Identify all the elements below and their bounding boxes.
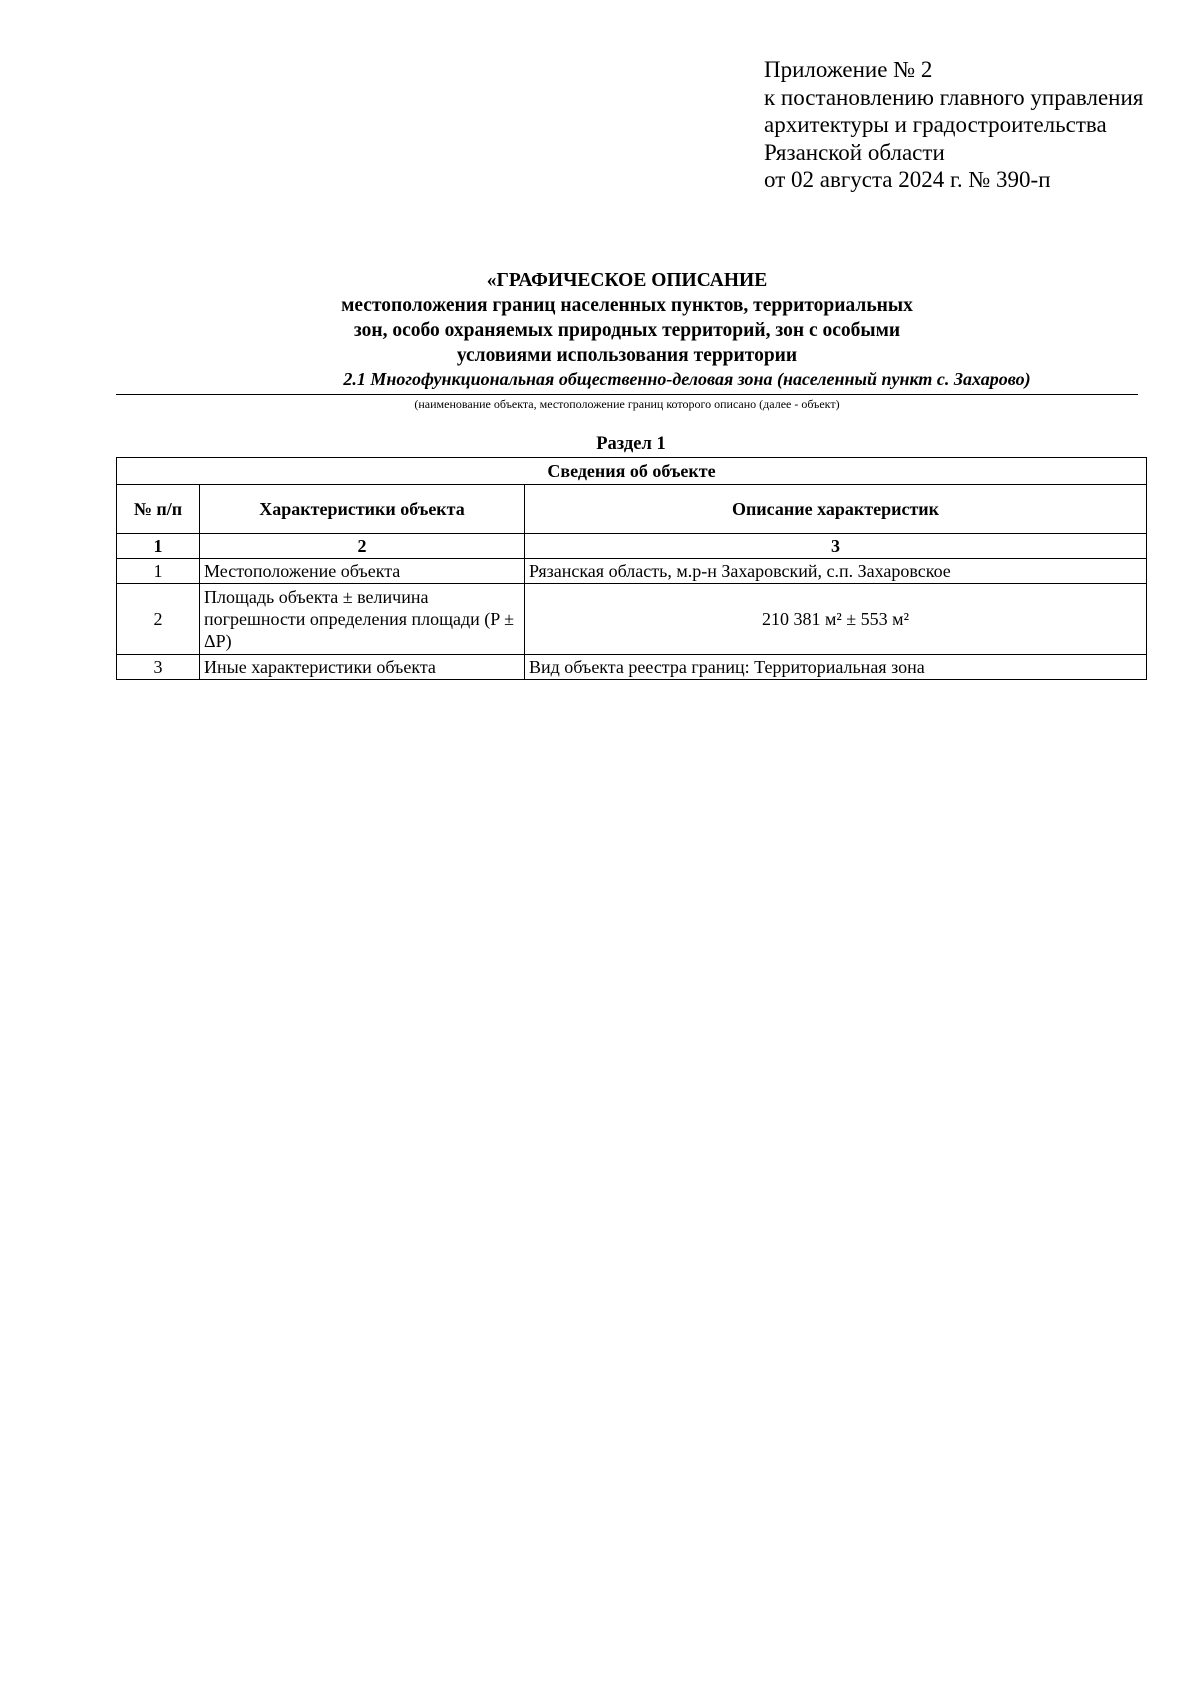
appendix-line: архитектуры и градостроительства bbox=[764, 112, 1107, 137]
appendix-line: от 02 августа 2024 г. № 390-п bbox=[764, 167, 1051, 192]
table-caption: Сведения об объекте bbox=[117, 458, 1147, 485]
row-description: Вид объекта реестра границ: Территориальная зона bbox=[525, 655, 1147, 680]
row-num: 1 bbox=[117, 559, 200, 584]
appendix-line: Рязанской области bbox=[764, 139, 945, 165]
document-subtitle-line: условиями использования территории bbox=[456, 345, 798, 366]
row-characteristic: Местоположение объекта bbox=[200, 559, 525, 584]
row-description: 210 381 м² ± 553 м² bbox=[525, 584, 1147, 655]
row-characteristic: Иные характеристики объекта bbox=[200, 655, 525, 680]
document-title: «ГРАФИЧЕСКОЕ ОПИСАНИЕ bbox=[486, 270, 768, 291]
appendix-line: к постановлению главного управления bbox=[764, 84, 1144, 110]
header-characteristic: Характеристики объекта bbox=[200, 485, 525, 534]
row-num: 3 bbox=[117, 655, 200, 680]
document-subtitle-line: местоположения границ населенных пунктов, территориальных bbox=[341, 295, 913, 316]
table-header-row bbox=[117, 485, 1147, 534]
row-characteristic: Площадь объекта ± величина погрешности определения площади (P ± ΔP) bbox=[200, 584, 525, 655]
header-description: Описание характеристик bbox=[525, 485, 1147, 534]
table-row bbox=[117, 584, 1147, 655]
table-caption-row bbox=[117, 458, 1147, 485]
table-row bbox=[117, 655, 1147, 680]
column-number-row bbox=[117, 534, 1147, 559]
column-number: 2 bbox=[200, 534, 525, 559]
table-row bbox=[117, 559, 1147, 584]
column-number: 3 bbox=[525, 534, 1147, 559]
row-num: 2 bbox=[117, 584, 200, 655]
document-subtitle-line: зон, особо охраняемых природных территорий, зон с особыми bbox=[353, 320, 901, 341]
object-name: 2.1 Многофункциональная общественно-деловая зона (населенный пункт с. Захарово) bbox=[343, 369, 1031, 389]
appendix-line: Приложение № 2 bbox=[764, 57, 933, 82]
object-info-table bbox=[116, 457, 1147, 680]
appendix-block bbox=[764, 56, 1143, 194]
section-title: Раздел 1 bbox=[596, 434, 666, 454]
row-description: Рязанская область, м.р-н Захаровский, с.п. Захаровское bbox=[525, 559, 1147, 584]
object-name-caption: (наименование объекта, местоположение границ которого описано (далее - объект) bbox=[414, 397, 840, 411]
header-num: № п/п bbox=[117, 485, 200, 534]
column-number: 1 bbox=[117, 534, 200, 559]
document-title-block bbox=[116, 268, 1138, 412]
